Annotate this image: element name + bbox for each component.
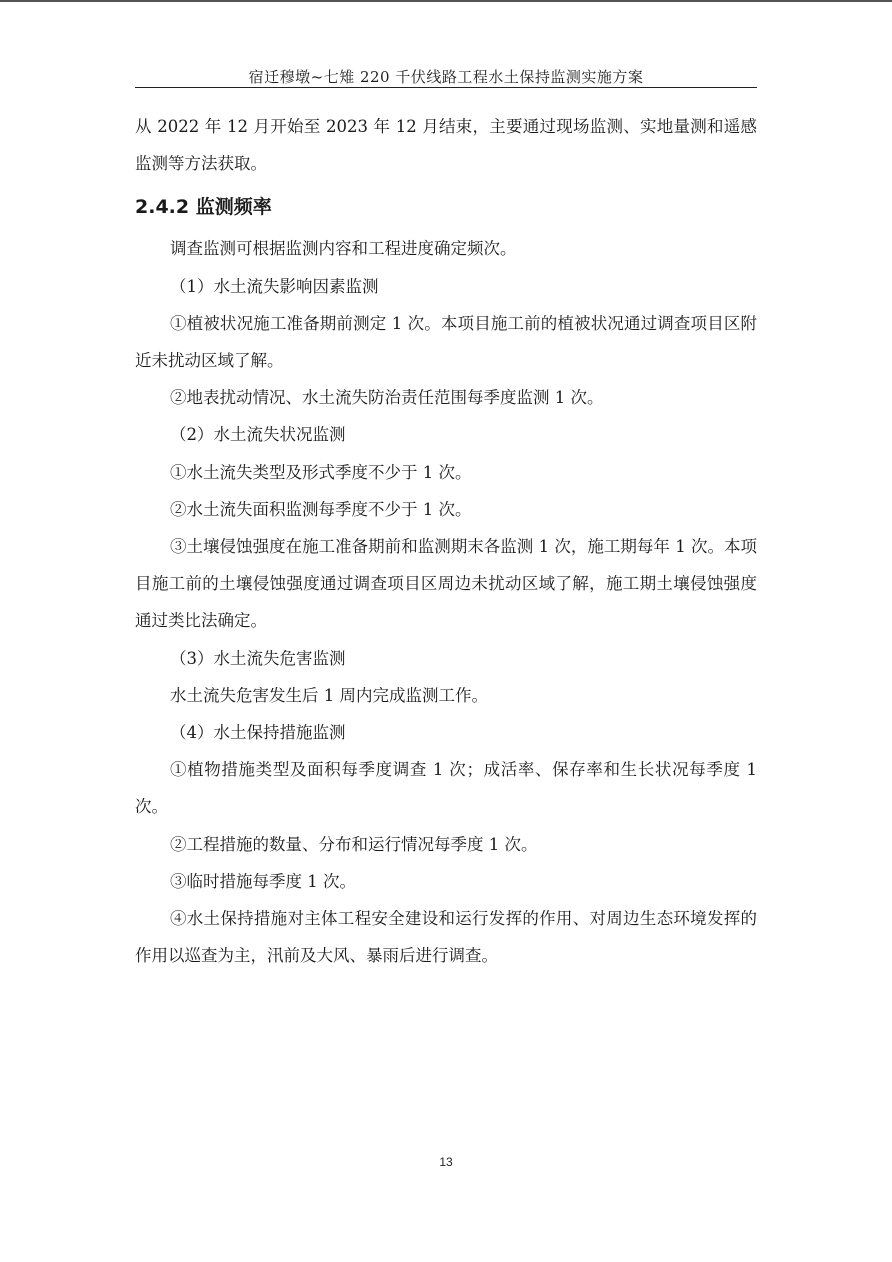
document-body — [135, 108, 757, 974]
item1-title: （1）水土流失影响因素监测 — [170, 276, 379, 296]
item4-paragraph-4: ④水土保持措施对主体工程安全建设和运行发挥的作用、对周边生态环境发挥的作用以巡查为主，汛前及大风、暴雨后进行调查。 — [135, 909, 757, 966]
item4-paragraph-2: ②工程措施的数量、分布和运行情况每季度 1 次。 — [170, 834, 538, 854]
running-header: 宿迁穆墩~七雉 220 千伏线路工程水土保持监测实施方案 — [248, 68, 644, 86]
page-number: 13 — [439, 1155, 453, 1169]
item1-paragraph-1: ①植被状况施工准备期前测定 1 次。本项目施工前的植被状况通过调查项目区附近未扰动区域了解。 — [135, 313, 757, 371]
header-rule — [135, 87, 757, 88]
item4-paragraph-3: ③临时措施每季度 1 次。 — [170, 871, 356, 891]
item3-paragraph-1: 水土流失危害发生后 1 周内完成监测工作。 — [170, 685, 488, 705]
item2-paragraph-3: ③土壤侵蚀强度在施工准备期前和监测期末各监测 1 次，施工期每年 1 次。本项目施工前的土壤侵蚀强度通过调查项目区周边未扰动区域了解，施工期土壤侵蚀强度通过类比法确定。 — [135, 537, 757, 631]
page-top-border — [0, 0, 892, 2]
item3-title: （3）水土流失危害监测 — [170, 648, 346, 668]
intro-paragraph: 从 2022 年 12 月开始至 2023 年 12 月结束，主要通过现场监测、实地量测和遥感监测等方法获取。 — [135, 117, 757, 174]
item1-paragraph-2: ②地表扰动情况、水土流失防治责任范围每季度监测 1 次。 — [170, 388, 604, 408]
lead-paragraph: 调查监测可根据监测内容和工程进度确定频次。 — [170, 239, 517, 259]
item4-title: （4）水土保持措施监测 — [170, 723, 346, 743]
section-heading: 2.4.2 监测频率 — [135, 196, 272, 219]
item2-paragraph-2: ②水土流失面积监测每季度不少于 1 次。 — [170, 499, 472, 519]
item4-paragraph-1: ①植物措施类型及面积每季度调查 1 次；成活率、保存率和生长状况每季度 1 次。 — [135, 760, 757, 817]
item2-title: （2）水土流失状况监测 — [170, 425, 346, 445]
item2-paragraph-1: ①水土流失类型及形式季度不少于 1 次。 — [170, 462, 472, 482]
